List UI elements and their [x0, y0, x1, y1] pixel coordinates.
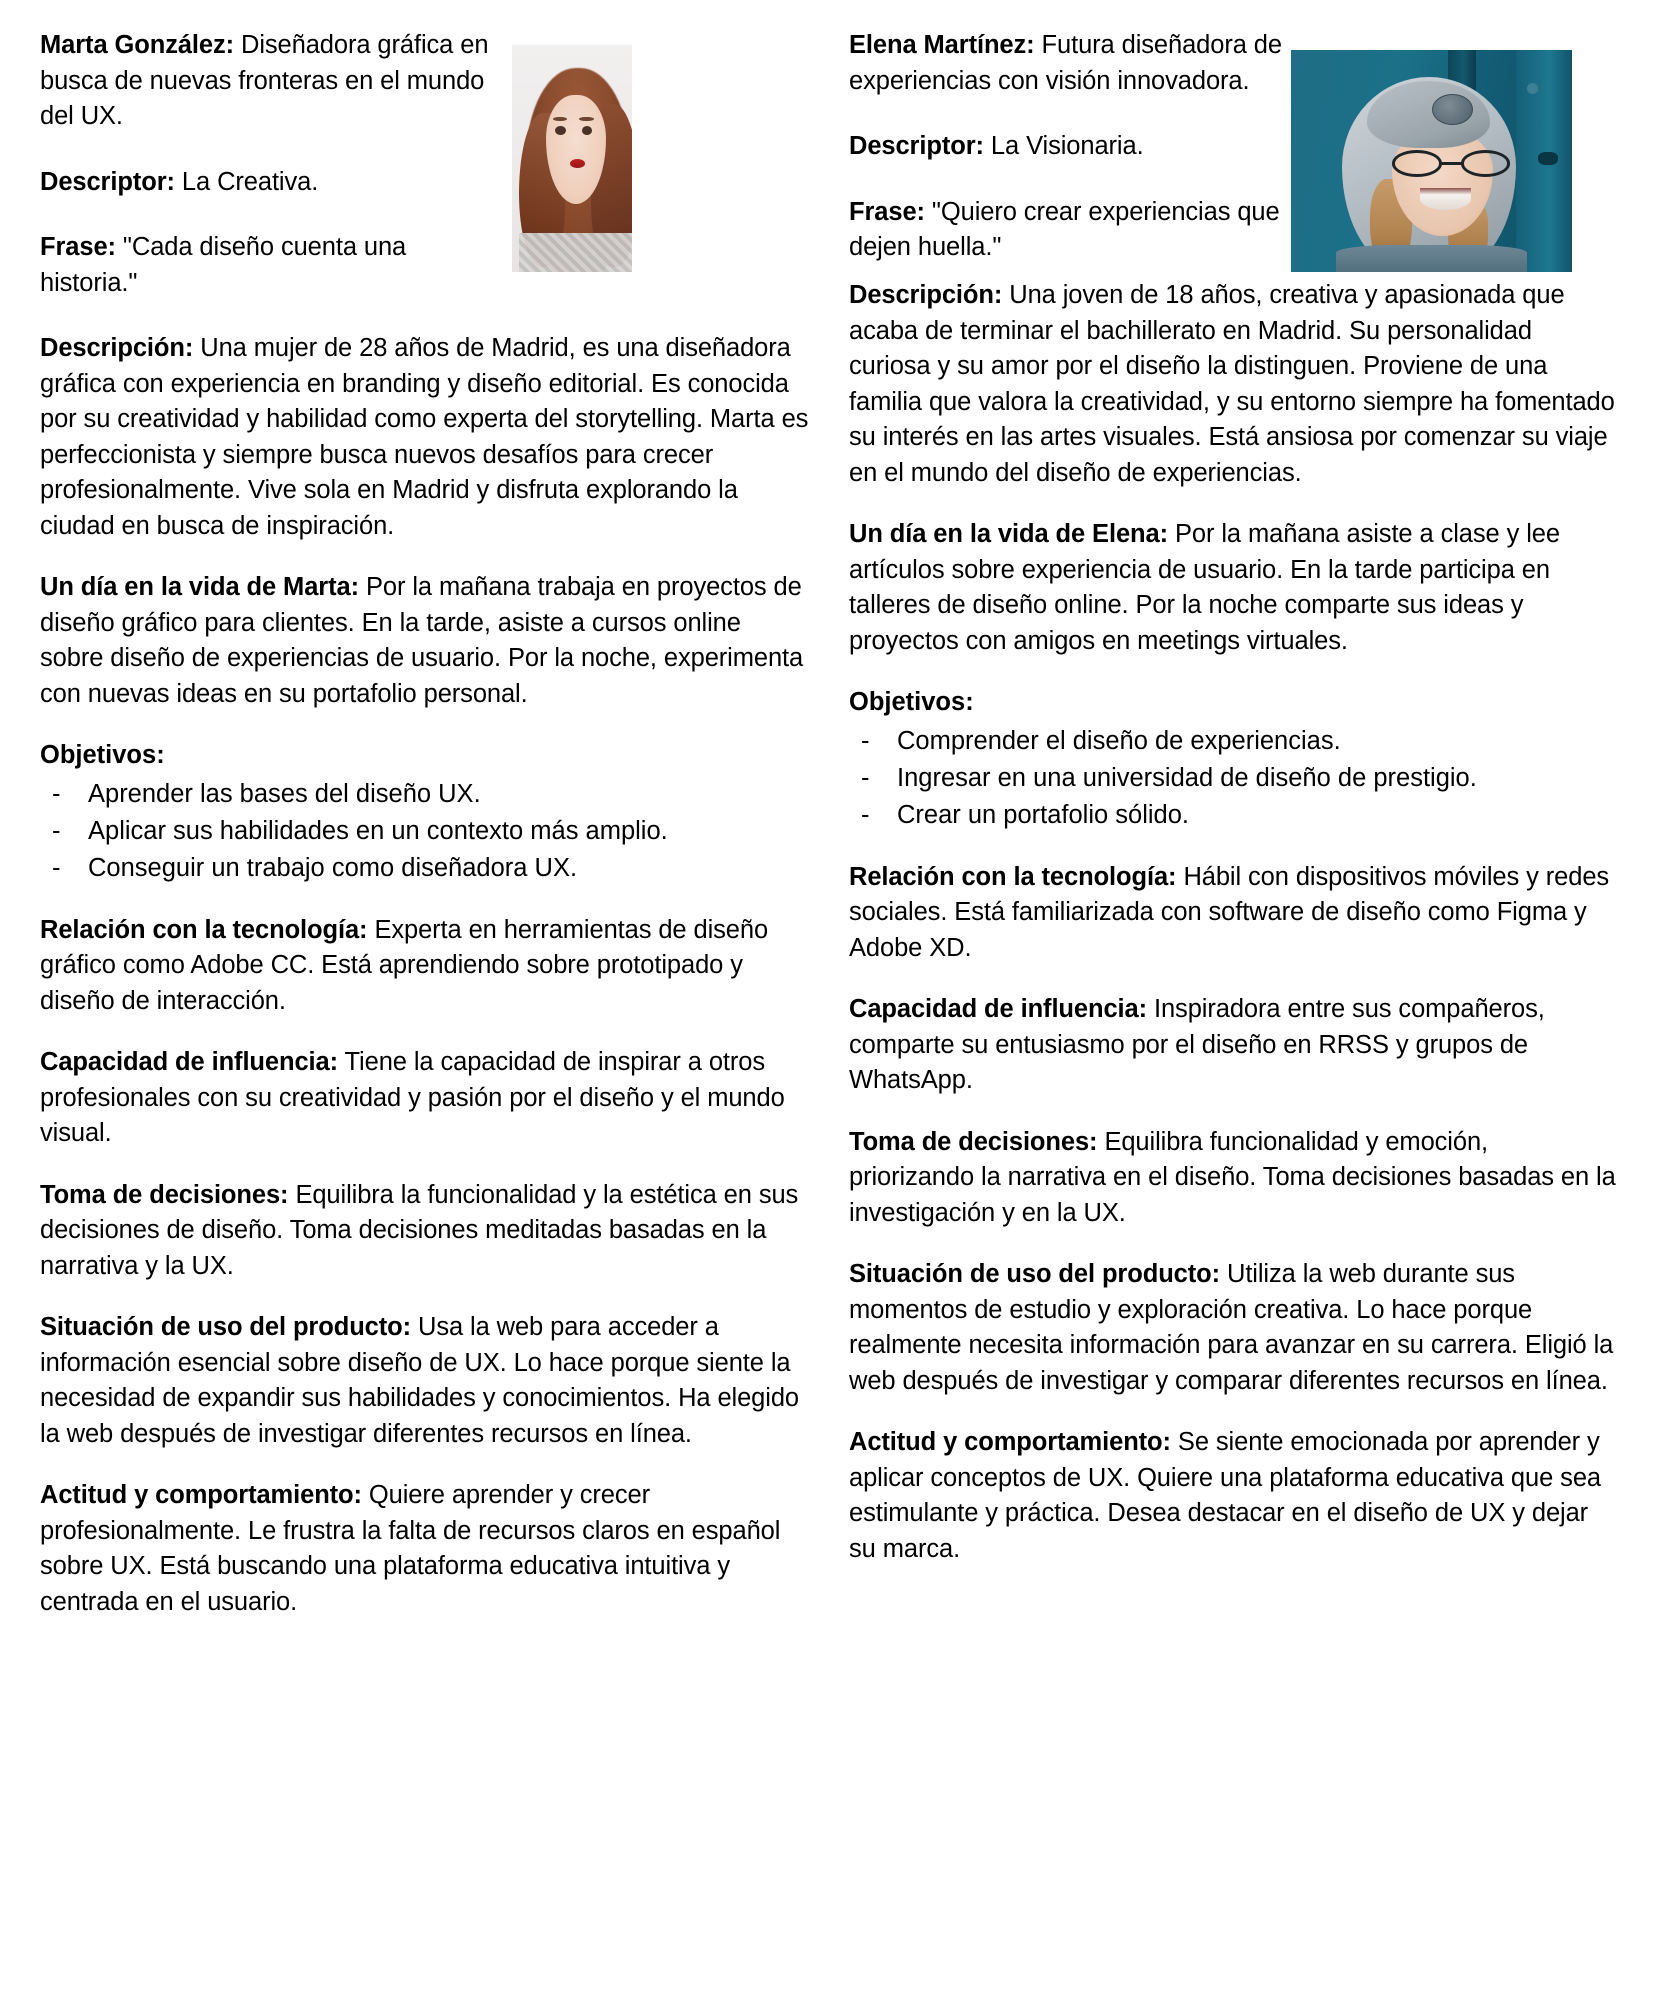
- marta-actitud-label: Actitud y comportamiento:: [40, 1481, 362, 1509]
- elena-descripcion-text: Una joven de 18 años, creativa y apasionada que acaba de terminar el bachillerato en Madrid. Su personalidad curiosa y su amor por el diseño la distinguen. Proviene de una familia que valora la creatividad, y su entorno siempre ha fomentado su interés en las artes visuales. Está ansiosa por comenzar su viaje en el mundo del diseño de experiencias.: [849, 281, 1615, 487]
- marta-dia-en-la-vida: [40, 570, 809, 712]
- bullet-dash-icon: -: [52, 779, 61, 808]
- elena-descriptor-text: La Visionaria.: [983, 132, 1144, 160]
- elena-lens-left: [1392, 150, 1442, 177]
- persona-card-marta: [40, 28, 809, 1646]
- bullet-dash-icon: -: [52, 853, 61, 882]
- marta-actitud-text: Quiere aprender y crecer profesionalmente. Le frustra la falta de recursos claros en español sobre UX. Está buscando una plataforma educativa intuitiva y centrada en el usuario.: [40, 1481, 781, 1616]
- elena-dia-en-la-vida: [849, 517, 1618, 659]
- elena-descriptor-label: Descriptor:: [849, 132, 984, 160]
- elena-objetivo-2: Ingresar en una universidad de diseño de prestigio.: [897, 763, 1477, 792]
- marta-objetivos-list: [40, 776, 809, 887]
- elena-decisiones: [849, 1125, 1618, 1232]
- marta-descriptor-label: Descriptor:: [40, 167, 175, 196]
- marta-objetivo-2: Aplicar sus habilidades en un contexto más amplio.: [88, 816, 668, 845]
- marta-header-text: [40, 28, 510, 301]
- marta-descripcion: [40, 331, 809, 544]
- marta-intro: [40, 28, 510, 135]
- list-item: [849, 760, 1618, 797]
- elena-frase-text: "Quiero crear experiencias que dejen huella.": [849, 197, 1280, 261]
- elena-glasses-bridge: [1441, 162, 1462, 165]
- marta-intro-text: Diseñadora gráfica en busca de nuevas fronteras en el mundo del UX.: [40, 31, 489, 130]
- marta-objetivo-1: Aprender las bases del diseño UX.: [88, 779, 481, 808]
- elena-frase: [849, 195, 1299, 266]
- elena-decisiones-text: Equilibra funcionalidad y emoción, priorizando la narrativa en el diseño. Toma decisiones basadas en la investigación y en la UX.: [849, 1127, 1616, 1227]
- marta-frase-label: Frase:: [40, 233, 116, 261]
- marta-influencia: [40, 1045, 809, 1152]
- marta-decisiones-text: Equilibra la funcionalidad y la estética en sus decisiones de diseño. Toma decisiones meditadas basadas en la narrativa y la UX.: [40, 1180, 799, 1280]
- list-item: [849, 723, 1618, 760]
- marta-frase: [40, 230, 510, 301]
- elena-header-block: [849, 28, 1618, 278]
- marta-tecnologia-label: Relación con la tecnología:: [40, 915, 368, 944]
- elena-dia-label: Un día en la vida de Elena:: [849, 520, 1168, 548]
- elena-actitud: [849, 1425, 1618, 1567]
- marta-decisiones: [40, 1178, 809, 1285]
- elena-intro-text: Futura diseñadora de experiencias con visión innovadora.: [849, 31, 1282, 95]
- elena-actitud-label: Actitud y comportamiento:: [849, 1428, 1171, 1456]
- elena-uso-producto-label: Situación de uso del producto:: [849, 1260, 1221, 1288]
- persona-columns: [40, 28, 1618, 1646]
- marta-objetivos-block: [40, 738, 809, 887]
- elena-influencia-label: Capacidad de influencia:: [849, 995, 1147, 1023]
- elena-intro: [849, 28, 1299, 99]
- elena-frase-label: Frase:: [849, 197, 925, 226]
- elena-objetivos-label: Objetivos:: [849, 688, 974, 716]
- marta-actitud: [40, 1478, 809, 1620]
- list-item: [40, 813, 809, 850]
- marta-frase-text: "Cada diseño cuenta una historia.": [40, 233, 407, 297]
- marta-descripcion-text: Una mujer de 28 años de Madrid, es una diseñadora gráfica con experiencia en branding y diseño editorial. Es conocida por su creatividad y habilidad como experta del storytelling. Marta es perfeccionista y siempre busca nuevos desafíos para crecer profesionalmente. Vive sola en Madrid y disfruta explorando la ciudad en busca de inspiración.: [40, 334, 809, 540]
- marta-intro-label: Marta González:: [40, 31, 235, 59]
- elena-smile: [1420, 188, 1471, 210]
- bullet-dash-icon: -: [861, 800, 870, 829]
- elena-descripcion: [849, 278, 1618, 491]
- elena-portrait-photo: [1291, 50, 1572, 272]
- marta-objetivo-3: Conseguir un trabajo como diseñadora UX.: [88, 853, 578, 882]
- marta-descriptor-text: La Creativa.: [174, 167, 319, 196]
- elena-objetivo-3: Crear un portafolio sólido.: [897, 800, 1189, 829]
- elena-dia-text: Por la mañana asiste a clase y lee artículos sobre experiencia de usuario. En la tarde participa en talleres de diseño online. Por la noche comparte sus ideas y proyectos con amigos en meetings virtuales.: [849, 520, 1560, 655]
- marta-tecnologia-text: Experta en herramientas de diseño gráfico como Adobe CC. Está aprendiendo sobre prototipado y diseño de interacción.: [40, 915, 769, 1015]
- elena-descriptor: [849, 129, 1299, 165]
- elena-objetivos-block: [849, 685, 1618, 834]
- marta-eyebrow-left: [553, 117, 567, 122]
- marta-descriptor: [40, 165, 510, 201]
- bullet-dash-icon: -: [861, 726, 870, 755]
- elena-beanie-badge: [1432, 94, 1473, 125]
- elena-tecnologia-label: Relación con la tecnología:: [849, 862, 1177, 891]
- bullet-dash-icon: -: [861, 763, 870, 792]
- persona-card-elena: [849, 28, 1618, 1593]
- marta-eyebrow-right: [579, 117, 593, 122]
- marta-portrait-photo: [512, 45, 632, 272]
- elena-door-handle: [1538, 152, 1558, 165]
- marta-eye-left: [555, 126, 566, 136]
- marta-shirt: [519, 233, 632, 272]
- marta-dia-text: Por la mañana trabaja en proyectos de diseño gráfico para clientes. En la tarde, asiste a cursos online sobre diseño de experiencias de usuario. Por la noche, experimenta con nuevas ideas en su portafolio personal.: [40, 573, 804, 708]
- elena-actitud-text: Se siente emocionada por aprender y aplicar conceptos de UX. Quiere una plataforma educativa que sea estimulante y práctica. Desea destacar en el diseño de UX y dejar su marca.: [849, 1428, 1601, 1563]
- list-item: [40, 776, 809, 813]
- marta-uso-producto-label: Situación de uso del producto:: [40, 1313, 412, 1341]
- elena-lens-right: [1461, 150, 1511, 177]
- elena-uso-producto-text: Utiliza la web durante sus momentos de estudio y exploración creativa. Lo hace porque realmente necesita información para avanzar en su carrera. Eligió la web después de investigar y comparar diferentes recursos en línea.: [849, 1260, 1614, 1395]
- list-item: [849, 797, 1618, 834]
- marta-influencia-label: Capacidad de influencia:: [40, 1048, 338, 1076]
- bullet-dash-icon: -: [52, 816, 61, 845]
- marta-tecnologia: [40, 913, 809, 1020]
- elena-influencia: [849, 992, 1618, 1099]
- elena-tecnologia: [849, 860, 1618, 967]
- marta-descripcion-label: Descripción:: [40, 334, 194, 362]
- marta-dia-label: Un día en la vida de Marta:: [40, 573, 359, 601]
- elena-tecnologia-text: Hábil con dispositivos móviles y redes sociales. Está familiarizada con software de diseño como Figma y Adobe XD.: [849, 862, 1610, 962]
- elena-jacket: [1336, 245, 1527, 272]
- elena-header-text: [849, 28, 1299, 266]
- elena-uso-producto: [849, 1257, 1618, 1399]
- marta-uso-producto-text: Usa la web para acceder a información esencial sobre diseño de UX. Lo hace porque siente la necesidad de expandir sus habilidades y conocimientos. Ha elegido la web después de investigar diferentes recursos en línea.: [40, 1313, 799, 1448]
- marta-objetivos-label: Objetivos:: [40, 741, 165, 769]
- elena-objetivos-list: [849, 723, 1618, 834]
- marta-decisiones-label: Toma de decisiones:: [40, 1180, 289, 1209]
- elena-objetivo-1: Comprender el diseño de experiencias.: [897, 726, 1341, 755]
- elena-influencia-text: Inspiradora entre sus compañeros, comparte su entusiasmo por el diseño en RRSS y grupos de WhatsApp.: [849, 995, 1545, 1094]
- marta-uso-producto: [40, 1310, 809, 1452]
- elena-glasses: [1392, 150, 1510, 177]
- elena-decisiones-label: Toma de decisiones:: [849, 1127, 1098, 1156]
- marta-influencia-text: Tiene la capacidad de inspirar a otros profesionales con su creatividad y pasión por el diseño y el mundo visual.: [40, 1048, 785, 1147]
- elena-intro-label: Elena Martínez:: [849, 31, 1035, 59]
- list-item: [40, 850, 809, 887]
- marta-header-block: [40, 28, 809, 301]
- elena-descripcion-label: Descripción:: [849, 281, 1003, 309]
